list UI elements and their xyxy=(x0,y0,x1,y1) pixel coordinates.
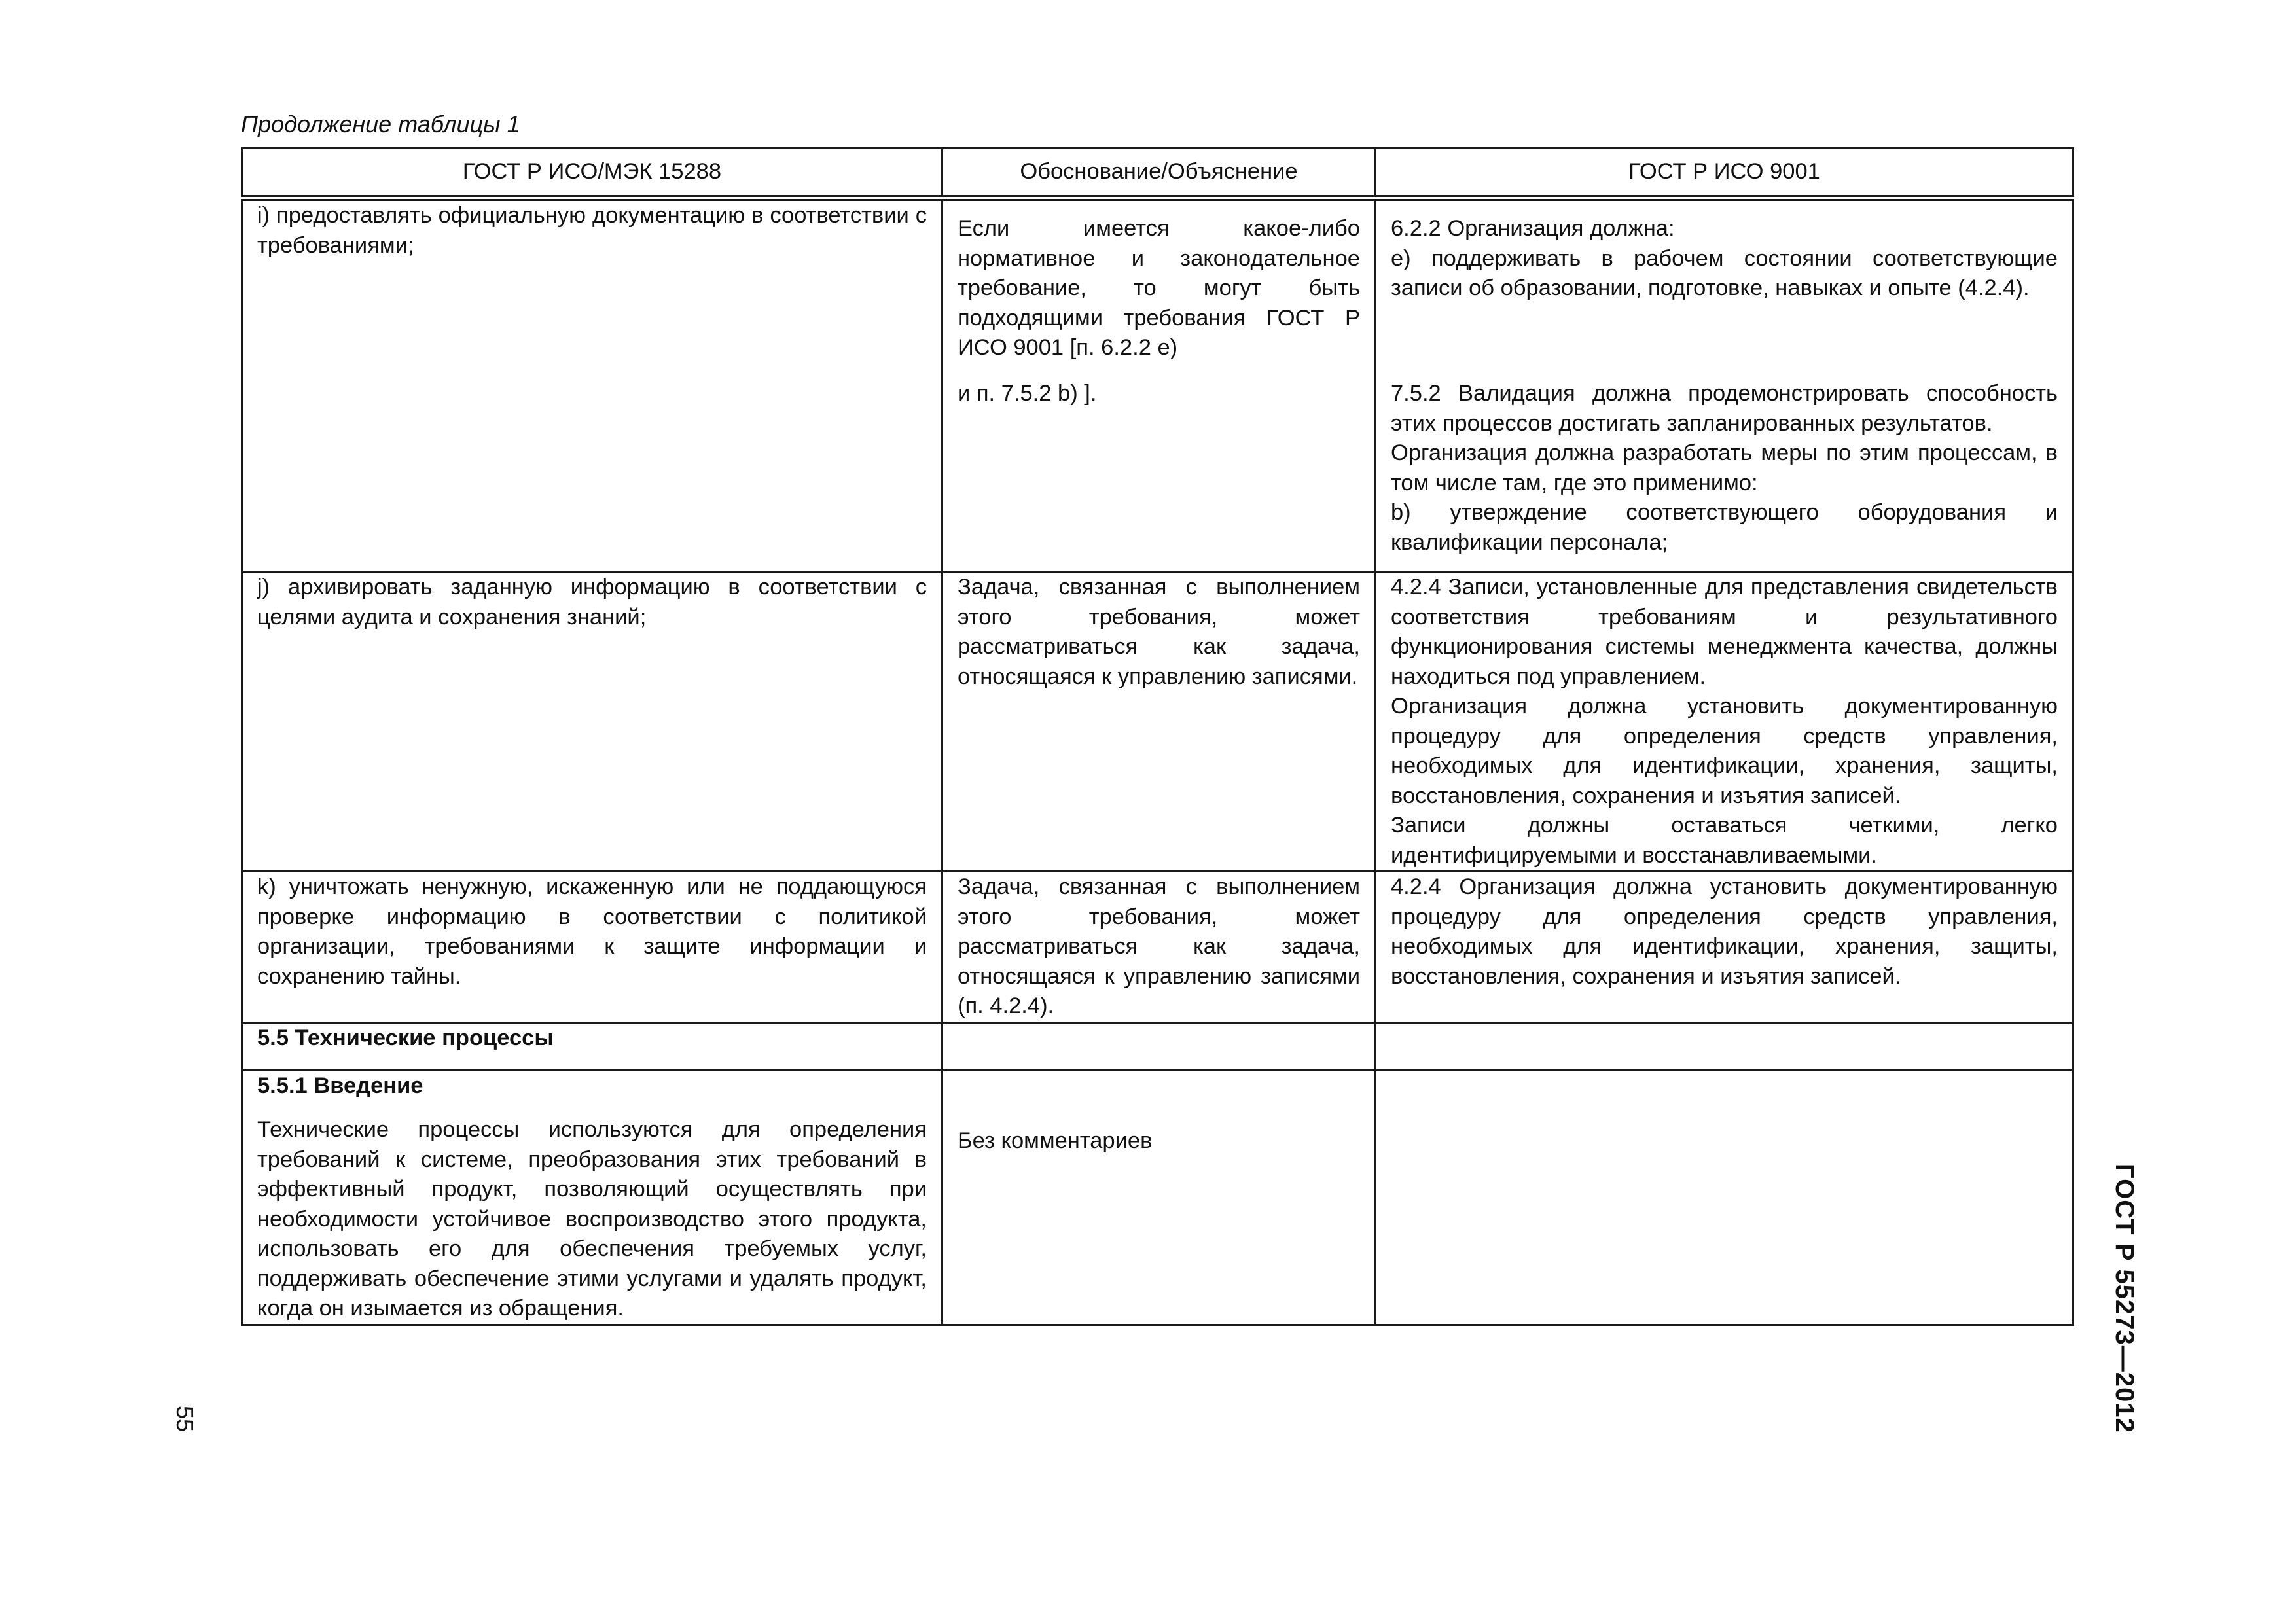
clause-4-2-4-procedure: Организация должна установить документированную процедуру для определения средств управления, необходимых для идентификации, хранения, защиты, восстановления, сохранения и изъятия записей. xyxy=(1391,694,2058,808)
subsection-heading: 5.5.1 Введение xyxy=(257,1073,423,1098)
table-caption: Продолжение таблицы 1 xyxy=(241,111,520,137)
intro-cell xyxy=(242,1070,942,1325)
section-empty-cell xyxy=(942,1022,1376,1070)
table-row xyxy=(242,1022,2073,1070)
clause-7-5-2: 7.5.2 Валидация должна продемонстрировать способность этих процессов достигать запланированных результатов. xyxy=(1391,381,2058,436)
comparison-table xyxy=(241,147,2074,1326)
table-row xyxy=(242,872,2073,1023)
clause-7-5-2-b: b) утверждение соответствующего оборудования и квалификации персонала; xyxy=(1391,500,2058,555)
section-empty-cell xyxy=(1376,1022,2073,1070)
clause-4-2-4-legibility: Записи должны оставаться четкими, легко идентифицируемыми и восстанавливаемыми. xyxy=(1391,813,2058,868)
header-gost-9001: ГОСТ Р ИСО 9001 xyxy=(1376,149,2073,198)
row-i-justification-part2: и п. 7.5.2 b) ]. xyxy=(958,381,1097,406)
intro-empty-cell xyxy=(1376,1070,2073,1325)
row-j-requirement: j) архивировать заданную информацию в соответствии с целями аудита и сохранения знаний; xyxy=(242,572,942,872)
row-i-justification-part1: Если имеется какое-либо нормативное и законодательное требование, то могут быть подходящими требования ГОСТ Р ИСО 9001 [п. 6.2.2 е) xyxy=(958,216,1360,360)
row-i-iso9001-part2 xyxy=(1376,371,2072,571)
row-k-requirement: k) уничтожать ненужную, искаженную или не поддающуюся проверке информацию в соответствии с политикой организации, требованиями к защите информации и сохранению тайны. xyxy=(242,872,942,1023)
table-row xyxy=(242,198,2073,572)
page-number: 55 xyxy=(171,1406,198,1433)
row-i-requirement: i) предоставлять официальную документацию в соответствии с требованиями; xyxy=(242,198,942,572)
table-row xyxy=(242,572,2073,872)
row-i-iso9001-part1 xyxy=(1376,201,2072,371)
intro-justification xyxy=(942,1070,1376,1325)
section-heading: 5.5 Технические процессы xyxy=(242,1022,942,1070)
clause-6-2-2: 6.2.2 Организация должна: xyxy=(1391,216,1675,241)
intro-text: Технические процессы используются для определения требований к системе, преобразования этих требований в эффективный продукт, позволяющий осуществлять при необходимости устойчивое воспроизводство этого продукта, использовать его для обеспечения требуемых услуг, поддерживать обеспечение этими услугами и удалять продукт, когда он изымается из обращения. xyxy=(257,1117,927,1321)
row-j-justification: Задача, связанная с выполнением этого требования, может рассматриваться как задача, относящаяся к управлению записями. xyxy=(942,572,1376,872)
row-j-iso9001 xyxy=(1376,572,2073,872)
row-i-justification xyxy=(942,198,1376,572)
clause-4-2-4-records: 4.2.4 Записи, установленные для представления свидетельств соответствия требованиям и результативного функционирования системы менеджмента качества, должны находиться под управлением. xyxy=(1391,575,2058,689)
document-code: ГОСТ Р 55273—2012 xyxy=(2110,1164,2139,1433)
no-comments-text: Без комментариев xyxy=(958,1128,1153,1153)
table-row xyxy=(242,1070,2073,1325)
row-i-iso9001 xyxy=(1376,198,2073,572)
table-header-row xyxy=(242,149,2073,198)
clause-7-5-2-measures: Организация должна разработать меры по этим процессам, в том числе там, где это применимо: xyxy=(1391,440,2058,495)
header-gost-15288: ГОСТ Р ИСО/МЭК 15288 xyxy=(242,149,942,198)
row-k-iso9001: 4.2.4 Организация должна установить документированную процедуру для определения средств управления, необходимых для идентификации, хранения, защиты, восстановления, сохранения и изъятия записей. xyxy=(1376,872,2073,1023)
header-justification: Обоснование/Объяснение xyxy=(942,149,1376,198)
row-k-justification: Задача, связанная с выполнением этого требования, может рассматриваться как задача, относящаяся к управлению записями (п. 4.2.4). xyxy=(942,872,1376,1023)
clause-6-2-2-e: е) поддерживать в рабочем состоянии соответствующие записи об образовании, подготовке, навыках и опыте (4.2.4). xyxy=(1391,245,2058,300)
